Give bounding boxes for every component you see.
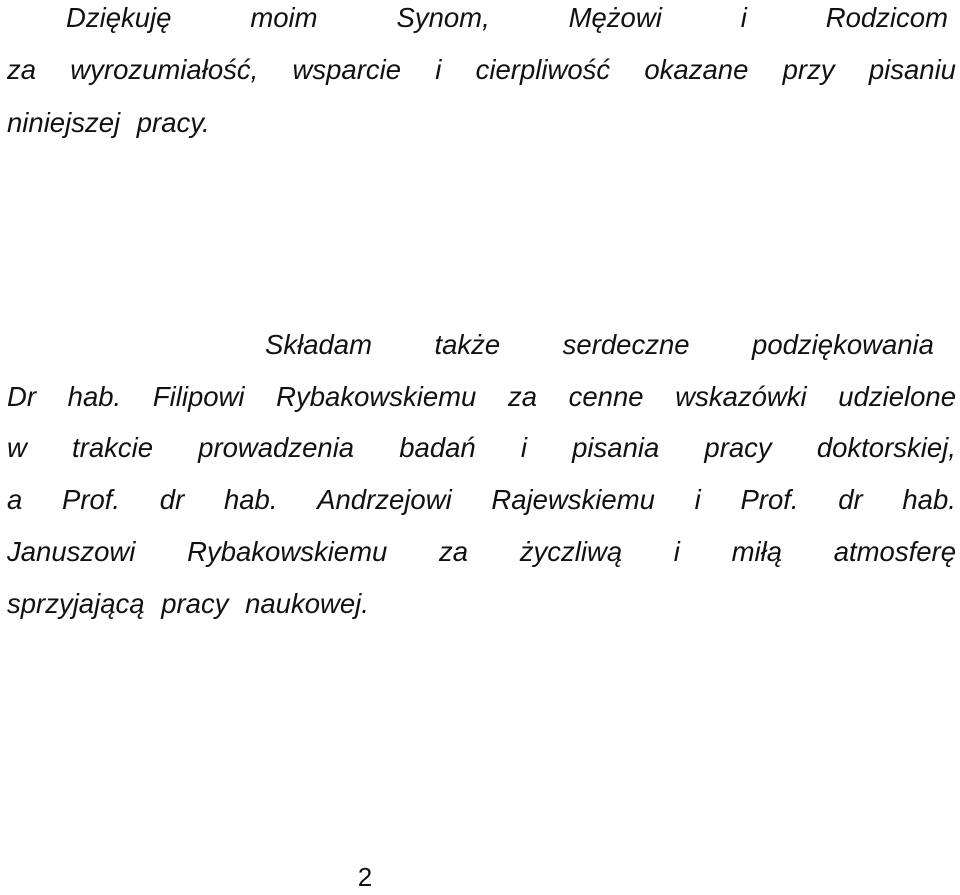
word: i (435, 54, 442, 85)
word: Dziękuję (66, 2, 172, 33)
word: moim (250, 2, 318, 33)
word: sprzyjającą (7, 588, 145, 619)
word: Rodzicom (825, 2, 948, 33)
word: pisaniu (868, 54, 956, 85)
word: Dr (7, 381, 37, 412)
word: niniejszej (7, 107, 121, 138)
word: cierpliwość (475, 54, 611, 85)
word: Prof. (62, 484, 121, 515)
word: hab. (223, 484, 278, 515)
word: za (7, 54, 37, 85)
text-line (7, 50, 956, 90)
text-line (7, 584, 956, 624)
word: przy (782, 54, 835, 85)
text-line (7, 532, 956, 572)
word: naukowej. (245, 588, 369, 619)
word: za (507, 381, 538, 412)
word: wyrozumiałość, (70, 54, 259, 85)
word: Filipowi (152, 381, 245, 412)
text-line (7, 377, 956, 417)
word: i (673, 536, 680, 567)
word: doktorskiej, (816, 432, 956, 463)
word: badań (399, 432, 476, 463)
word: i (740, 2, 747, 33)
word: a (7, 484, 23, 515)
word: Mężowi (568, 2, 662, 33)
word: i (520, 432, 527, 463)
word: pracy. (136, 107, 210, 138)
word: cenne (568, 381, 644, 412)
word: trakcie (72, 432, 154, 463)
word: Rybakowskiemu (187, 536, 388, 567)
word: dr (159, 484, 185, 515)
word: za (439, 536, 469, 567)
word: pracy (161, 588, 229, 619)
text-line (66, 0, 948, 38)
word: hab. (902, 484, 956, 515)
word: dr (838, 484, 863, 515)
word: Synom, (396, 2, 490, 33)
word: Rajewskiemu (491, 484, 655, 515)
word: Januszowi (7, 536, 136, 567)
word: wsparcie (292, 54, 402, 85)
word: pracy (704, 432, 772, 463)
word: prowadzenia (198, 432, 355, 463)
word: Andrzejowi (317, 484, 452, 515)
word: i (694, 484, 701, 515)
word: Składam (265, 329, 372, 360)
word: atmosferę (833, 536, 956, 567)
text-line (7, 428, 956, 468)
word: okazane (644, 54, 749, 85)
word: Prof. (740, 484, 799, 515)
word: hab. (67, 381, 122, 412)
word: miłą (731, 536, 783, 567)
word: Rybakowskiemu (276, 381, 477, 412)
word: wskazówki (675, 381, 807, 412)
word: także (434, 329, 501, 360)
text-line (265, 325, 934, 365)
page-number: 2 (357, 862, 373, 892)
word: serdeczne (562, 329, 690, 360)
text-line (7, 103, 956, 143)
word: podziękowania (752, 329, 934, 360)
text-line (7, 480, 956, 520)
word: pisania (572, 432, 660, 463)
word: w (7, 432, 27, 463)
word: życzliwą (519, 536, 623, 567)
word: udzielone (838, 381, 956, 412)
